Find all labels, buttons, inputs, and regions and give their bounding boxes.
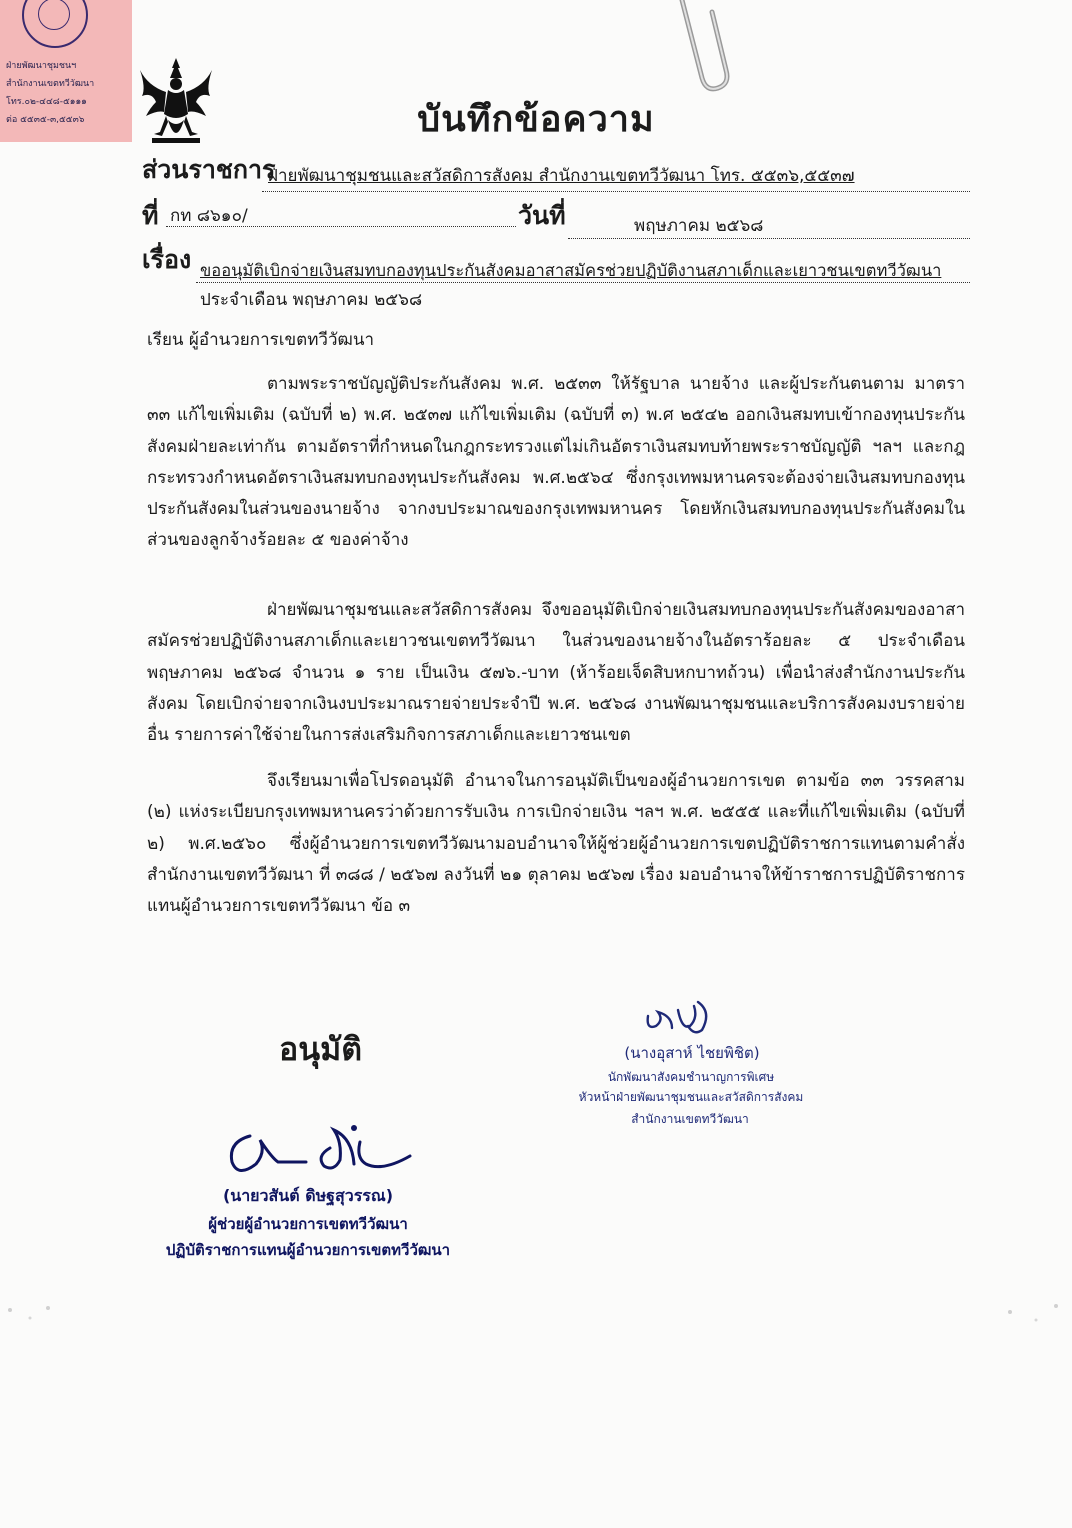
date-label: วันที่ [518, 201, 566, 230]
department-underline [262, 191, 970, 192]
date-value: พฤษภาคม ๒๕๖๘ [634, 216, 764, 236]
signer-position-1: นักพัฒนาสังคมชำนาญการพิเศษ [607, 1070, 775, 1084]
approver-position-1: ผู้ช่วยผู้อำนวยการเขตทวีวัฒนา [208, 1215, 408, 1233]
department-label: ส่วนราชการ [142, 155, 276, 184]
date-underline [568, 238, 970, 239]
stamp-line: สำนักงานเขตทวีวัฒนา [6, 79, 95, 89]
body-paragraph-2: ฝ่ายพัฒนาชุมชนและสวัสดิการสังคม จึงขออนุมัติเบิกจ่ายเงินสมทบกองทุนประกันสังคมของอาสาสมัครช่วยปฏิบัติงานสภาเด็กและเยาวชนเขตทวีวัฒนา ในส่วนของนายจ้างในอัตราร้อยละ ๕ ประจำเดือน พฤษภาคม ๒๕๖๘ จำนวน ๑ ราย เป็นเงิน ๕๗๖.-บาท (ห้าร้อยเจ็ดสิบหกบาทถ้วน) เพื่อนำส่งสำนักงานประกันสังคม โดยเบิกจ่ายจากเงินงบประมาณรายจ่ายประจำปี พ.ศ. ๒๕๖๘ งานพัฒนาชุมชนและบริการสังคมงบรายจ่ายอื่น รายการค่าใช้จ่ายในการส่งเสริมกิจการสภาเด็กและเยาวชนเขต [147, 600, 965, 746]
reference-label: ที่ [142, 201, 159, 230]
stamp-seal-icon [22, 0, 88, 48]
subject-line-2: ประจำเดือน พฤษภาคม ๒๕๖๘ [200, 290, 423, 310]
signer-position-3: สำนักงานเขตทวีวัฒนา [631, 1112, 749, 1126]
signer-name: (นางอุสาห์ ไชยพิชิต) [624, 1044, 760, 1062]
approver-signature-icon [220, 1118, 420, 1188]
approval-label: อนุมัติ [279, 1030, 362, 1068]
scan-speck [990, 1290, 1070, 1340]
salutation: เรียน ผู้อำนวยการเขตทวีวัฒนา [147, 330, 375, 350]
subject-line-1: ขออนุมัติเบิกจ่ายเงินสมทบกองทุนประกันสังคมอาสาสมัครช่วยปฏิบัติงานสภาเด็กและเยาวชนเขตทวีวัฒนา [200, 261, 942, 280]
body-paragraph-1: ตามพระราชบัญญัติประกันสังคม พ.ศ. ๒๕๓๓ ให้รัฐบาล นายจ้าง และผู้ประกันตนตาม มาตรา ๓๓ แก้ไขเพิ่มเติม (ฉบับที่ ๒) พ.ศ. ๒๕๓๗ แก้ไขเพิ่มเติม (ฉบับที่ ๓) พ.ศ ๒๕๔๒ ออกเงินสมทบเข้ากองทุนประกันสังคมฝ่ายละเท่ากัน ตามอัตราที่กำหนดในกฎกระทรวงแต่ไม่เกินอัตราเงินสมทบท้ายพระราชบัญญัติ ฯลฯ และกฎกระทรวงกำหนดอัตราเงินสมทบกองทุนประกันสังคม พ.ศ.๒๕๖๔ ซึ่งกรุงเทพมหานครจะต้องจ่ายเงินสมทบกองทุนประกันสังคมในส่วนของนายจ้าง จากงบประมาณของกรุงเทพมหานคร โดยหักเงินสมทบกองทุนประกันสังคมในส่วนของลูกจ้างร้อยละ ๕ ของค่าจ้าง [147, 374, 965, 551]
stamp-line: ต่อ ๕๕๓๕-๓,๕๕๓๖ [6, 115, 85, 125]
stamp-line: โทร.๐๒-๔๔๘-๕๑๑๑ [6, 97, 87, 107]
paperclip-icon [672, 0, 742, 95]
department-value: ฝ่ายพัฒนาชุมชนและสวัสดิการสังคม สำนักงานเขตทวีวัฒนา โทร. ๕๕๓๖,๕๕๓๗ [268, 166, 855, 186]
reference-value: กท ๘๖๑๐/ [170, 206, 248, 226]
signer-position-2: หัวหน้าฝ่ายพัฒนาชุมชนและสวัสดิการสังคม [578, 1090, 804, 1104]
signer-signature-icon [642, 996, 732, 1040]
approver-name: (นายวสันต์ ดิษฐสุวรรณ) [222, 1186, 394, 1205]
stamp-line: ฝ่ายพัฒนาชุมชนฯ [6, 61, 77, 71]
memo-title: บันทึกข้อความ [417, 99, 655, 140]
subject-label: เรื่อง [142, 245, 192, 274]
scan-speck [0, 1290, 70, 1340]
body-paragraph-3: จึงเรียนมาเพื่อโปรดอนุมัติ อำนาจในการอนุมัติเป็นของผู้อำนวยการเขต ตามข้อ ๓๓ วรรคสาม (๒) แห่งระเบียบกรุงเทพมหานครว่าด้วยการรับเงิน การเบิกจ่ายเงิน ฯลฯ พ.ศ. ๒๕๕๕ และที่แก้ไขเพิ่มเติม (ฉบับที่ ๒) พ.ศ.๒๕๖๐ ซึ่งผู้อำนวยการเขตทวีวัฒนามอบอำนาจให้ผู้ช่วยผู้อำนวยการเขตปฏิบัติราชการแทนตามคำสั่งสำนักงานเขตทวีวัฒนา ที่ ๓๘๘ / ๒๕๖๗ ลงวันที่ ๒๑ ตุลาคม ๒๕๖๗ เรื่อง มอบอำนาจให้ข้าราชการปฏิบัติราชการแทนผู้อำนวยการเขตทวีวัฒนา ข้อ ๓ [147, 771, 965, 917]
approver-position-2: ปฏิบัติราชการแทนผู้อำนวยการเขตทวีวัฒนา [165, 1241, 451, 1259]
